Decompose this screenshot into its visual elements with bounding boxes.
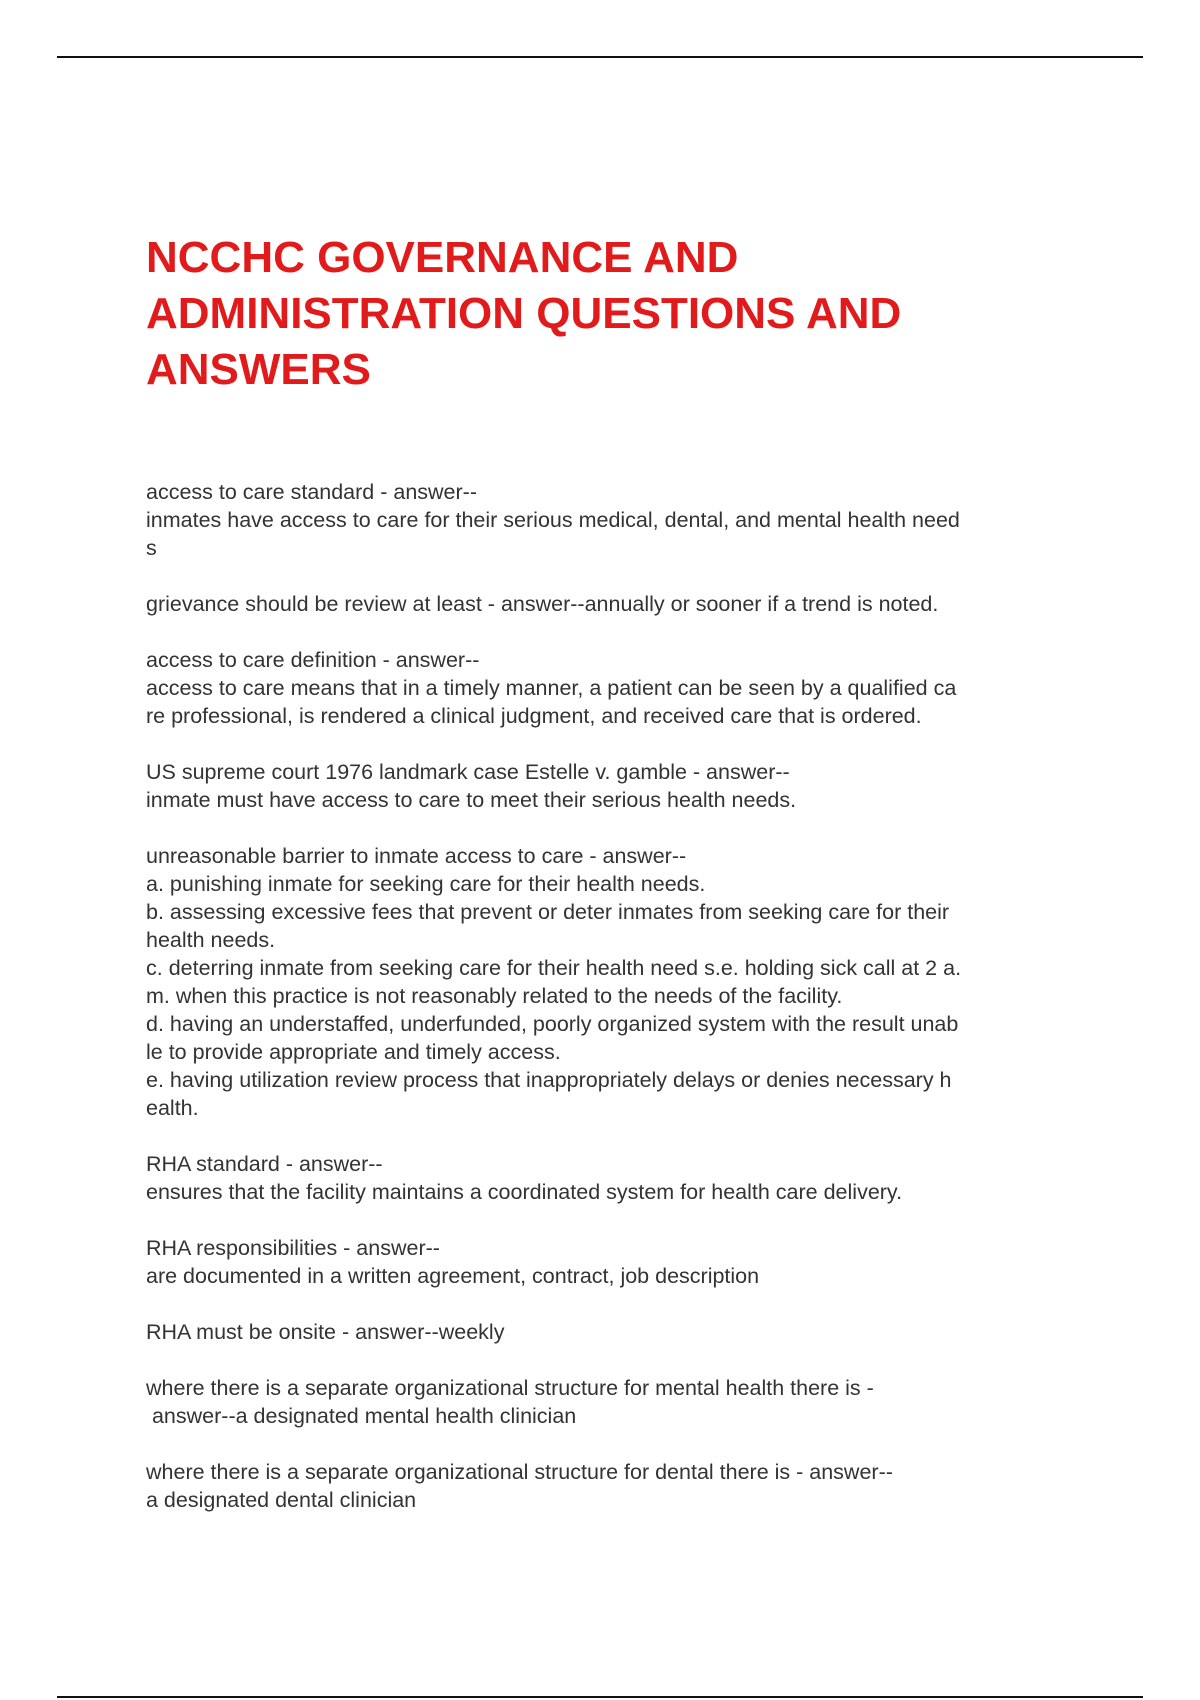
qa-answer-line: health needs. — [146, 928, 276, 952]
qa-question-line: RHA standard - answer-- — [146, 1152, 383, 1176]
qa-item — [146, 646, 1086, 730]
qa-question-line: RHA responsibilities - answer-- — [146, 1236, 440, 1260]
qa-answer-line: e. having utilization review process that inappropriately delays or denies necessary h — [146, 1068, 952, 1092]
bottom-rule — [57, 1696, 1143, 1698]
qa-item — [146, 478, 1086, 562]
qa-answer-line: answer--a designated mental health clinician — [146, 1404, 577, 1428]
qa-answer-line: ensures that the facility maintains a coordinated system for health care delivery. — [146, 1180, 903, 1204]
qa-item — [146, 1374, 1086, 1430]
qa-question-line: access to care definition - answer-- — [146, 648, 480, 672]
qa-answer-line: ealth. — [146, 1096, 199, 1120]
qa-answer-line: s — [146, 536, 157, 560]
qa-answer-line: c. deterring inmate from seeking care for their health need s.e. holding sick call at 2 a. — [146, 956, 962, 980]
qa-item — [146, 1150, 1086, 1206]
title-line: ANSWERS — [146, 345, 371, 394]
qa-item — [146, 590, 1086, 618]
qa-answer-line: b. assessing excessive fees that prevent or deter inmates from seeking care for their — [146, 900, 950, 924]
qa-answer-line: le to provide appropriate and timely access. — [146, 1040, 561, 1064]
qa-answer-line: m. when this practice is not reasonably related to the needs of the facility. — [146, 984, 843, 1008]
top-rule — [57, 56, 1143, 58]
qa-list — [146, 478, 1086, 1542]
qa-answer-line: re professional, is rendered a clinical judgment, and received care that is ordered. — [146, 704, 922, 728]
qa-question-line: where there is a separate organizational structure for mental health there is - — [146, 1376, 874, 1400]
qa-item — [146, 758, 1086, 814]
qa-answer-line: d. having an understaffed, underfunded, poorly organized system with the result unab — [146, 1012, 959, 1036]
document-title — [146, 230, 1066, 398]
qa-answer-line: access to care means that in a timely manner, a patient can be seen by a qualified ca — [146, 676, 957, 700]
qa-question-line: unreasonable barrier to inmate access to care - answer-- — [146, 844, 687, 868]
title-line: NCCHC GOVERNANCE AND — [146, 233, 739, 282]
qa-question-line: grievance should be review at least - answer--annually or sooner if a trend is noted. — [146, 592, 939, 616]
qa-answer-line: inmate must have access to care to meet their serious health needs. — [146, 788, 797, 812]
qa-question-line: access to care standard - answer-- — [146, 480, 477, 504]
qa-question-line: where there is a separate organizational structure for dental there is - answer-- — [146, 1460, 893, 1484]
qa-item — [146, 1458, 1086, 1514]
qa-answer-line: a. punishing inmate for seeking care for their health needs. — [146, 872, 706, 896]
qa-item — [146, 842, 1086, 1122]
qa-answer-line: a designated dental clinician — [146, 1488, 417, 1512]
qa-item — [146, 1318, 1086, 1346]
qa-answer-line: are documented in a written agreement, contract, job description — [146, 1264, 760, 1288]
qa-question-line: RHA must be onsite - answer--weekly — [146, 1320, 505, 1344]
title-line: ADMINISTRATION QUESTIONS AND — [146, 289, 902, 338]
qa-answer-line: inmates have access to care for their serious medical, dental, and mental health need — [146, 508, 960, 532]
qa-item — [146, 1234, 1086, 1290]
qa-question-line: US supreme court 1976 landmark case Estelle v. gamble - answer-- — [146, 760, 790, 784]
